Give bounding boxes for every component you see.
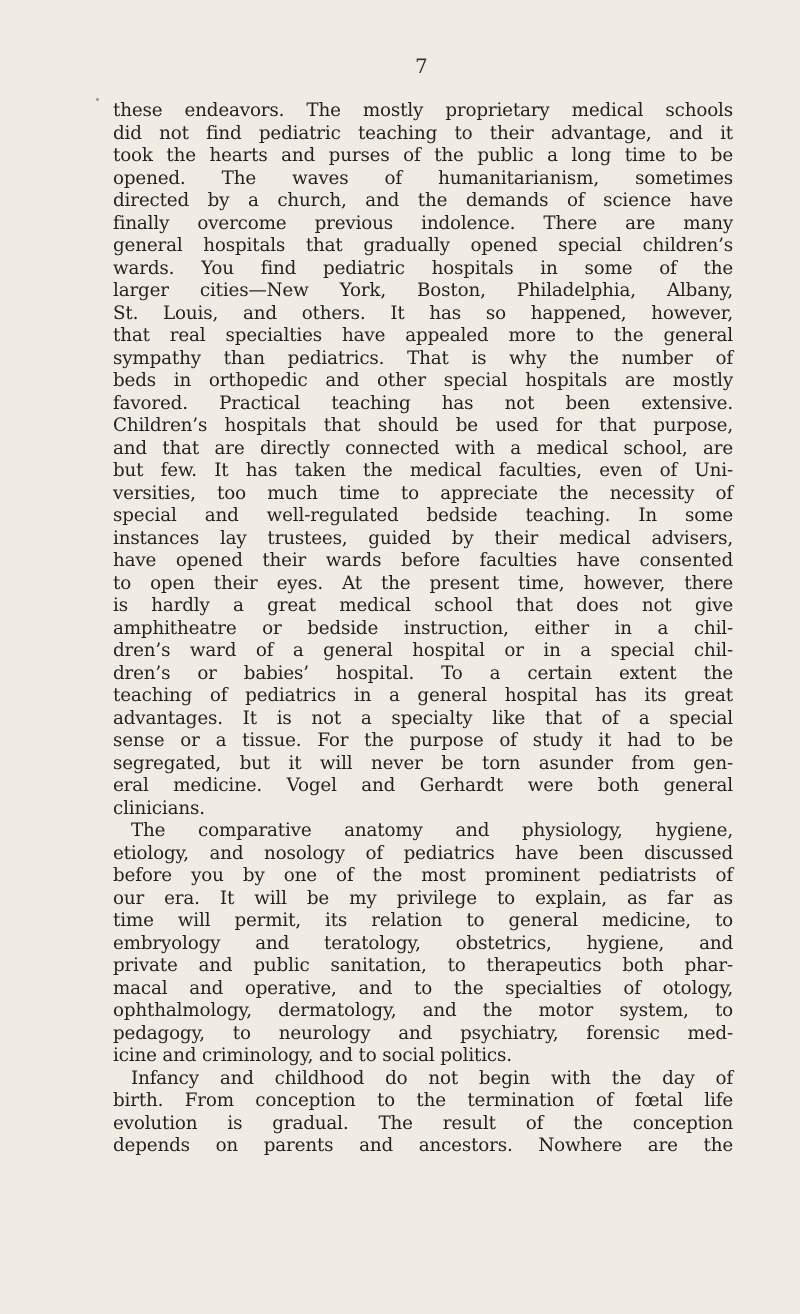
page-number: 7 bbox=[415, 54, 428, 78]
text-line: etiology, and nosology of pediatrics have been discussed bbox=[113, 842, 733, 864]
text-line: segregated, but it will never be torn asunder from gen- bbox=[113, 752, 733, 774]
text-line: took the hearts and purses of the public a long time to be bbox=[113, 145, 733, 166]
text-line: wards. You find pediatric hospitals in some of the bbox=[113, 257, 733, 279]
text-line: advantages. It is not a specialty like that of a special bbox=[113, 707, 733, 729]
text-line: evolution is gradual. The result of the conception bbox=[113, 1112, 733, 1134]
text-line: beds in orthopedic and other special hospitals are mostly bbox=[113, 370, 733, 391]
text-line: but few. It has taken the medical faculties, even of Uni- bbox=[113, 460, 733, 481]
paragraph-first-line: Infancy and childhood do not begin with the day of bbox=[131, 1067, 733, 1089]
text-line: birth. From conception to the termination of fœtal life bbox=[113, 1090, 733, 1111]
text-line: ophthalmology, dermatology, and the motor system, to bbox=[113, 1000, 733, 1021]
text-line: sympathy than pediatrics. That is why the number of bbox=[113, 347, 733, 369]
text-line: dren’s ward of a general hospital or in a special chil- bbox=[113, 640, 733, 661]
text-line: dren’s or babies’ hospital. To a certain extent the bbox=[113, 662, 733, 684]
text-line: did not find pediatric teaching to their advantage, and it bbox=[113, 122, 733, 144]
text-line: clinicians. bbox=[113, 797, 205, 819]
text-line: these endeavors. The mostly proprietary medical schools bbox=[113, 100, 733, 121]
text-line: general hospitals that gradually opened special children’s bbox=[113, 235, 733, 256]
text-line: special and well-regulated bedside teaching. In some bbox=[113, 505, 733, 526]
text-line: directed by a church, and the demands of science have bbox=[113, 190, 733, 211]
text-line: teaching of pediatrics in a general hospital has its great bbox=[113, 685, 733, 706]
text-line: to open their eyes. At the present time, however, there bbox=[113, 572, 733, 594]
text-line: St. Louis, and others. It has so happened, however, bbox=[113, 302, 733, 324]
text-line: amphitheatre or bedside instruction, either in a chil- bbox=[113, 617, 733, 639]
text-line: before you by one of the most prominent pediatrists of bbox=[113, 865, 733, 886]
text-line: that real specialties have appealed more to the general bbox=[113, 325, 733, 346]
text-line: Children’s hospitals that should be used for that purpose, bbox=[113, 415, 733, 436]
text-line: and that are directly connected with a medical school, are bbox=[113, 437, 733, 459]
text-line: embryology and teratology, obstetrics, hygiene, and bbox=[113, 932, 733, 954]
text-line: sense or a tissue. For the purpose of study it had to be bbox=[113, 730, 733, 751]
text-line: instances lay trustees, guided by their medical advisers, bbox=[113, 527, 733, 549]
text-line: is hardly a great medical school that does not give bbox=[113, 595, 733, 616]
text-line: favored. Practical teaching has not been extensive. bbox=[113, 392, 733, 414]
text-line: macal and operative, and to the specialties of otology, bbox=[113, 977, 733, 999]
text-line: our era. It will be my privilege to explain, as far as bbox=[113, 887, 733, 909]
text-line: eral medicine. Vogel and Gerhardt were both general bbox=[113, 775, 733, 796]
text-line: private and public sanitation, to therapeutics both phar- bbox=[113, 955, 733, 976]
text-line: versities, too much time to appreciate the necessity of bbox=[113, 482, 733, 504]
text-line: have opened their wards before faculties have consented bbox=[113, 550, 733, 571]
text-line: pedagogy, to neurology and psychiatry, forensic med- bbox=[113, 1022, 733, 1044]
text-line: time will permit, its relation to general medicine, to bbox=[113, 910, 733, 931]
text-line: finally overcome previous indolence. There are many bbox=[113, 212, 733, 234]
body-text bbox=[113, 100, 733, 1158]
text-line: opened. The waves of humanitarianism, sometimes bbox=[113, 167, 733, 189]
text-line: larger cities—New York, Boston, Philadelphia, Albany, bbox=[113, 280, 733, 301]
paragraph-first-line: The comparative anatomy and physiology, hygiene, bbox=[131, 820, 733, 841]
text-line: depends on parents and ancestors. Nowhere are the bbox=[113, 1135, 733, 1156]
paper-speck bbox=[96, 98, 99, 101]
text-line: icine and criminology, and to social politics. bbox=[113, 1045, 512, 1066]
